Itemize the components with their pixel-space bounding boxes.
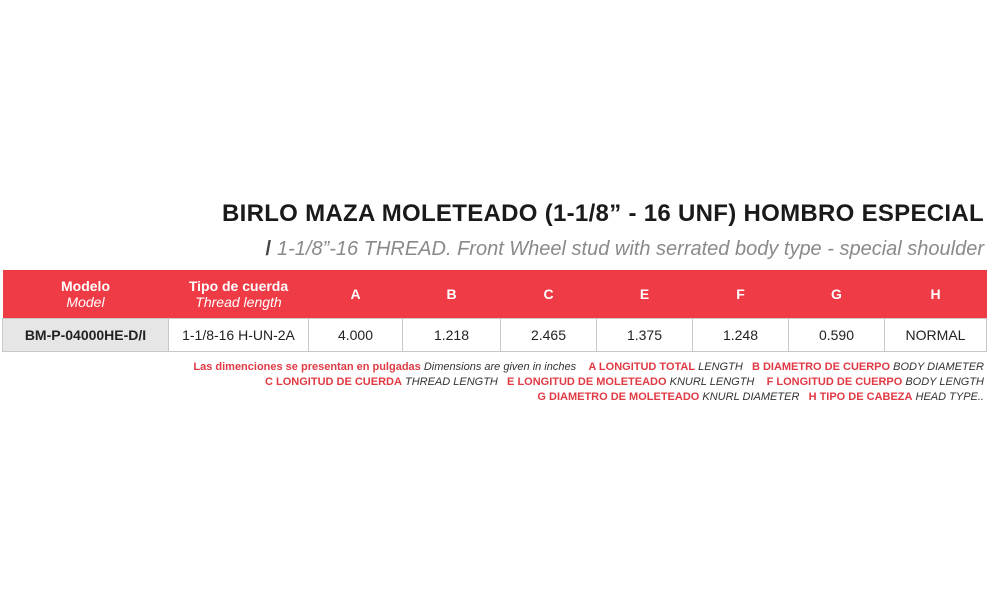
cell-c: 2.465 (501, 319, 597, 352)
note-c-es: C LONGITUD DE CUERDA (265, 376, 402, 388)
dimension-notes (193, 360, 984, 405)
cell-a: 4.000 (309, 319, 403, 352)
header-c: C (501, 270, 597, 319)
spec-table (2, 270, 987, 352)
note-f-en: BODY LENGTH (905, 376, 984, 388)
note-f-es: F LONGITUD DE CUERPO (766, 376, 903, 388)
header-b: B (403, 270, 501, 319)
header-h: H (885, 270, 987, 319)
note-g-es: G DIAMETRO DE MOLETEADO (537, 391, 700, 403)
note-a-en: LENGTH (698, 361, 743, 373)
notes-line-2 (193, 375, 984, 390)
header-e: E (597, 270, 693, 319)
note-g-en: KNURL DIAMETER (702, 391, 800, 403)
header-model (3, 270, 169, 319)
note-h-en: HEAD TYPE.. (915, 391, 984, 403)
subtitle-text: 1-1/8”-16 THREAD. Front Wheel stud with serrated body type - special shoulder (277, 238, 984, 260)
cell-g: 0.590 (789, 319, 885, 352)
header-model-en: Model (66, 294, 105, 310)
header-thread (169, 270, 309, 319)
cell-e: 1.375 (597, 319, 693, 352)
subtitle-slash: / (265, 238, 272, 260)
cell-thread: 1-1/8-16 H-UN-2A (169, 319, 309, 352)
header-g: G (789, 270, 885, 319)
header-thread-es: Tipo de cuerda (188, 278, 289, 294)
header-model-es: Modelo (61, 278, 110, 294)
spec-table-header-row (3, 270, 987, 319)
cell-model: BM-P-04000HE-D/I (3, 319, 169, 352)
note-intro-es: Las dimenciones se presentan en pulgadas (193, 361, 421, 373)
note-h-es: H TIPO DE CABEZA (808, 391, 913, 403)
cell-b: 1.218 (403, 319, 501, 352)
notes-line-3 (193, 390, 984, 405)
cell-h: NORMAL (885, 319, 987, 352)
page-subtitle (265, 238, 984, 261)
note-e-es: E LONGITUD DE MOLETEADO (507, 376, 667, 388)
page-title: BIRLO MAZA MOLETEADO (1-1/8” - 16 UNF) HOMBRO ESPECIAL (221, 200, 984, 227)
cell-f: 1.248 (693, 319, 789, 352)
header-f: F (693, 270, 789, 319)
header-thread-en: Thread length (195, 294, 282, 310)
header-a: A (309, 270, 403, 319)
note-b-es: B DIAMETRO DE CUERPO (751, 361, 891, 373)
note-intro-en: Dimensions are given in inches (423, 361, 577, 373)
table-row (3, 319, 987, 352)
note-b-en: BODY DIAMETER (893, 361, 984, 373)
note-c-en: THREAD LENGTH (404, 376, 498, 388)
note-e-en: KNURL LENGTH (669, 376, 755, 388)
notes-line-1 (193, 360, 984, 375)
note-a-es: A LONGITUD TOTAL (588, 361, 696, 373)
